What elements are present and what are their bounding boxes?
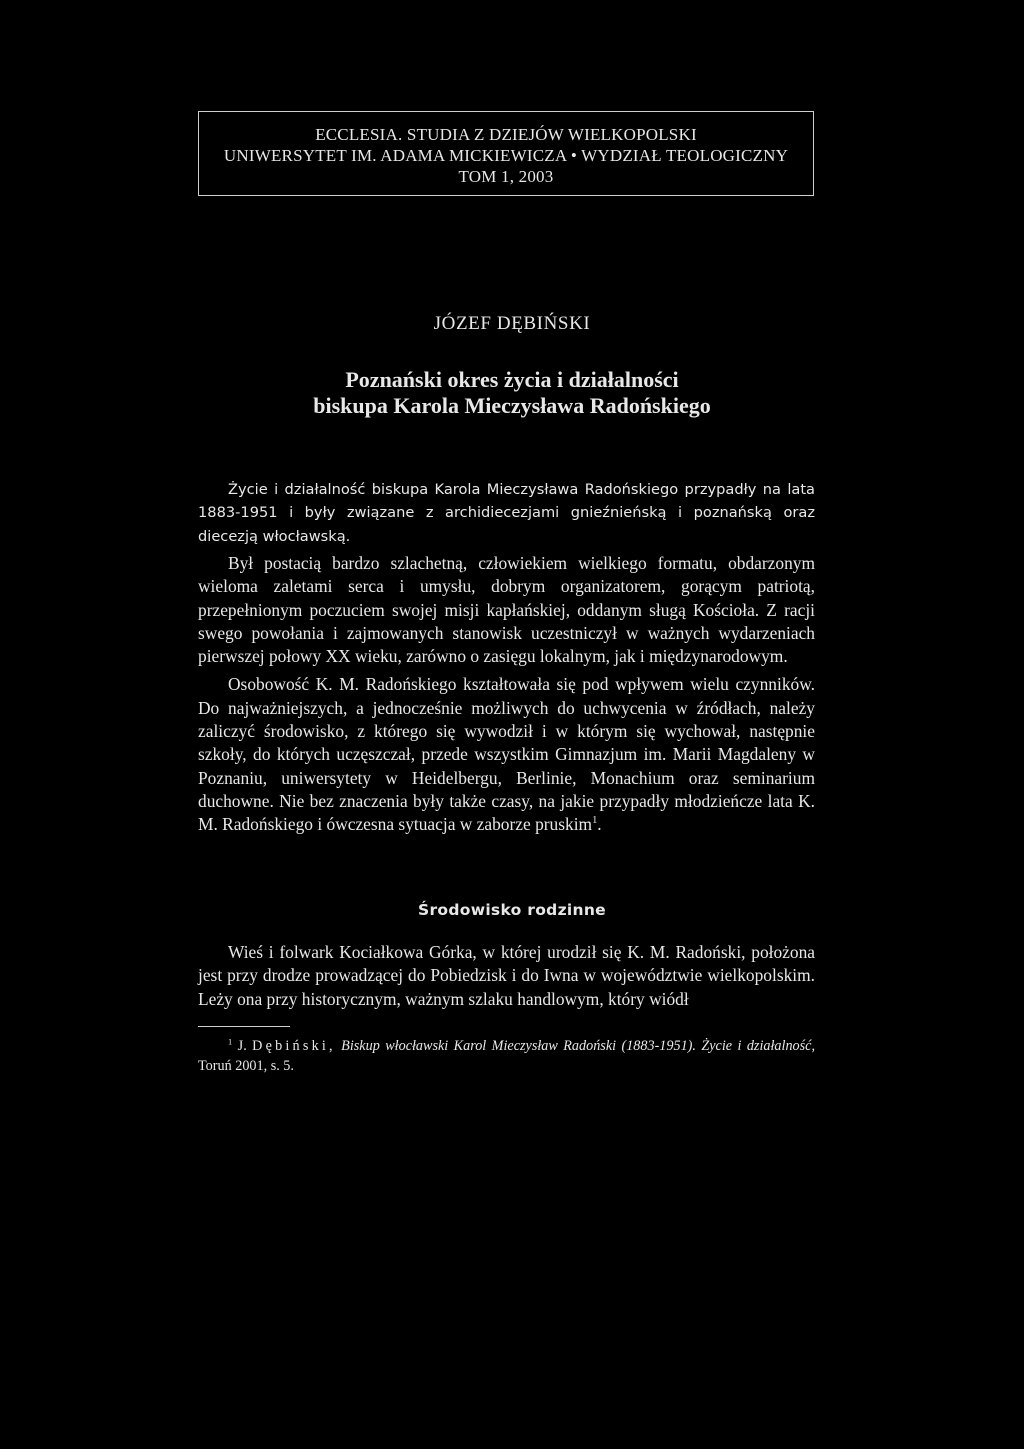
footnote-reference[interactable]: 1 xyxy=(592,815,598,827)
section-body xyxy=(198,941,815,1011)
footnote-work-title: Biskup włocławski Karol Mieczysław Radoński (1883-1951). Życie i działalność xyxy=(341,1038,812,1054)
article-title xyxy=(0,367,1024,419)
footnote-author-initial: J. xyxy=(237,1038,247,1054)
article-title-line-1: Poznański okres życia i działalności xyxy=(345,367,679,392)
footnote-mark: 1 xyxy=(228,1036,233,1047)
footnote xyxy=(198,1036,815,1076)
article-author: JÓZEF DĘBIŃSKI xyxy=(433,313,591,334)
footnote-author-surname: Dębiński, xyxy=(252,1038,336,1054)
footnote-divider xyxy=(198,1026,290,1027)
journal-series-title: ECCLESIA. STUDIA Z DZIEJÓW WIELKOPOLSKI xyxy=(315,125,697,144)
footnote-1 xyxy=(198,1036,815,1076)
footnote-publication-details: , Toruń 2001, s. 5. xyxy=(198,1038,816,1074)
body-paragraph-2-text: Osobowość K. M. Radońskiego kształtowała się pod wpływem wielu czynników. Do najważniejszych, a jednocześnie możliwych do uchwycenia w źródłach, należy zaliczyć środowisko, z którego się wywodził i w którym się wychował, następnie szkoły, do których uczęszczał, przede wszystkim Gimnazjum im. Marii Magdaleny w Poznaniu, uniwersytety w Heidelbergu, Berlinie, Monachium oraz seminarium duchowne. Nie bez znaczenia były także czasy, na jakie przypadły młodzieńcze lata K. M. Radońskiego i ówczesna sytuacja w zaborze pruskim xyxy=(198,674,815,835)
abstract xyxy=(198,478,815,548)
body-paragraph-2-end: . xyxy=(597,814,602,835)
section-paragraph-1: Wieś i folwark Kociałkowa Górka, w której urodził się K. M. Radoński, położona jest przy drodze prowadzącej do Pobiedzisk i do Iwna w województwie wielkopolskim. Leży ona przy historycznym, ważnym szlaku handlowym, który wiódł xyxy=(198,942,815,1009)
journal-header-box xyxy=(198,111,814,196)
body-paragraph-1: Był postacią bardzo szlachetną, człowiekiem wielkiego formatu, obdarzonym wieloma zaletami serca i umysłu, dobrym organizatorem, gorącym patriotą, przepełnionym poczuciem swojej misji kapłańskiej, oddanym sługą Kościoła. Z racji swego powołania i zajmowanych stanowisk uczestniczył w ważnych wydarzeniach pierwszej połowy XX wieku, zarówno o zasięgu lokalnym, jak i międzynarodowym. xyxy=(198,553,815,667)
article-body xyxy=(198,552,815,837)
article-title-line-2: biskupa Karola Mieczysława Radońskiego xyxy=(313,393,711,418)
section-heading: Środowisko rodzinne xyxy=(418,901,606,919)
body-paragraph-2 xyxy=(198,673,815,836)
journal-volume: TOM 1, 2003 xyxy=(458,167,554,186)
journal-institution: UNIWERSYTET IM. ADAMA MICKIEWICZA • WYDZIAŁ TEOLOGICZNY xyxy=(223,146,789,165)
abstract-paragraph: Życie i działalność biskupa Karola Mieczysława Radońskiego przypadły na lata 1883-1951 i były związane z archidiecezjami gnieźnieńską i poznańską oraz diecezją włocławską. xyxy=(198,481,815,545)
